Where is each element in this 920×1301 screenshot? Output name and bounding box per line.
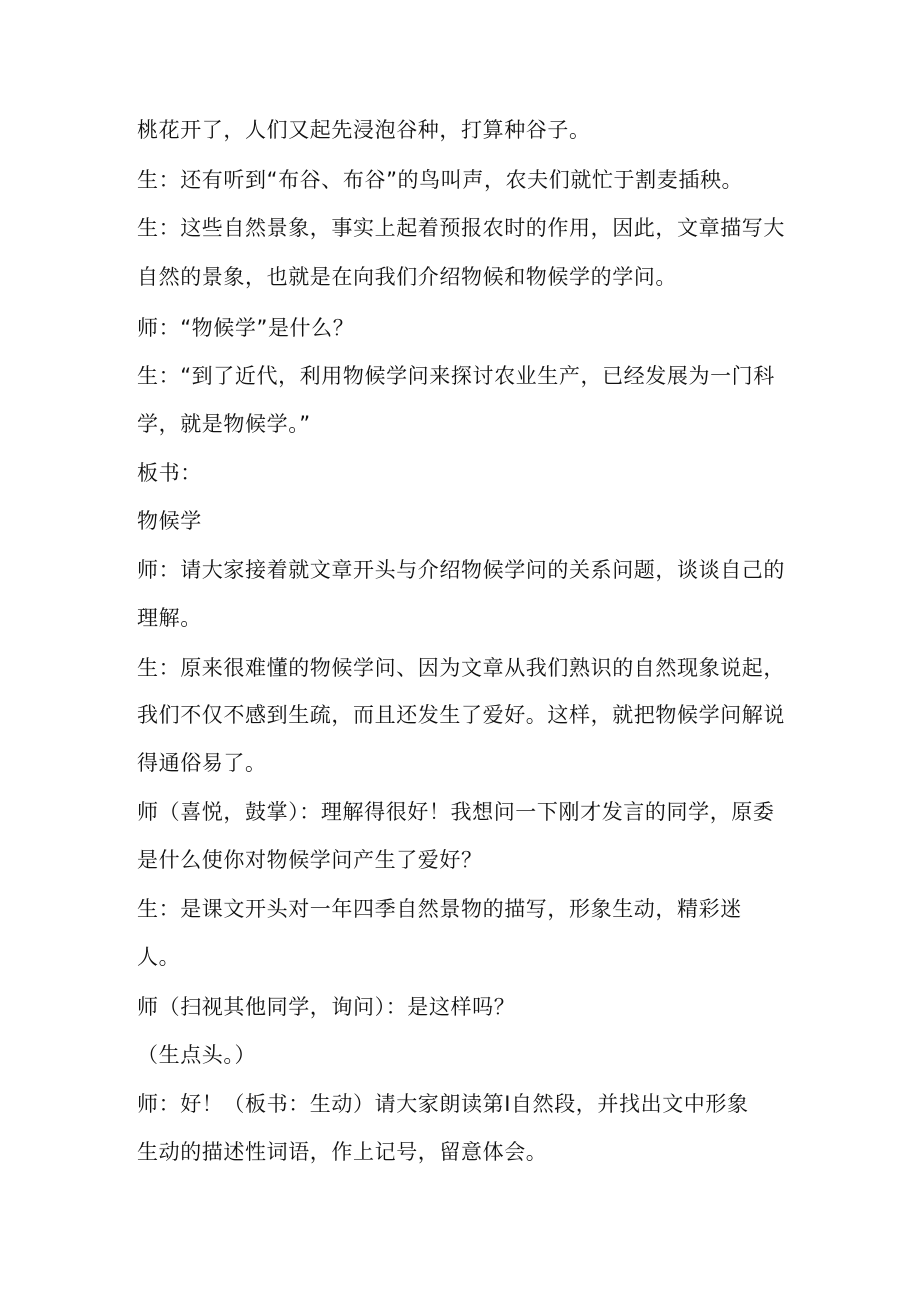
text-line: 理解。	[137, 606, 202, 630]
text-line: 是什么使你对物候学问产生了爱好？	[137, 848, 483, 872]
text-line: 师：“物候学”是什么？	[137, 316, 355, 340]
text-line: 师（喜悦，鼓掌）：理解得很好！我想问一下刚才发言的同学，原委	[137, 800, 775, 824]
text-line: 生：“到了近代，利用物候学问来探讨农业生产，已经发展为一门科	[137, 364, 775, 388]
text-line: 板书：	[137, 461, 202, 485]
text-line: 学，就是物候学。”	[137, 412, 311, 436]
text-line: 师（扫视其他同学，询问）：是这样吗？	[137, 995, 516, 1019]
text-line: 生：原来很难懂的物候学问、因为文章从我们熟识的自然现象说起，	[137, 656, 785, 680]
text-line: 生：这些自然景象，事实上起着预报农时的作用，因此，文章描写大	[137, 216, 785, 240]
text-line: （生点头。）	[137, 1043, 257, 1067]
text-line: 自然的景象，也就是在向我们介绍物候和物候学的学问。	[137, 265, 677, 289]
text-line: 得通俗易了。	[137, 751, 267, 775]
text-line: 师：好！（板书：生动）请大家朗读第Ⅰ自然段，并找出文中形象	[137, 1092, 749, 1116]
text-line: 生：是课文开头对一年四季自然景物的描写，形象生动，精彩迷	[137, 897, 742, 921]
text-line: 生动的描述性词语，作上记号，留意体会。	[137, 1140, 548, 1164]
text-line: 桃花开了，人们又起先浸泡谷种，打算种谷子。	[137, 118, 591, 142]
text-line: 生：还有听到“布谷、布谷”的鸟叫声，农夫们就忙于割麦插秧。	[137, 168, 744, 192]
text-line: 师：请大家接着就文章开头与介绍物候学问的关系问题，谈谈自己的	[137, 558, 785, 582]
text-line: 人。	[137, 945, 181, 969]
text-line: 我们不仅不感到生疏，而且还发生了爱好。这样，就把物候学问解说	[137, 703, 785, 727]
text-line: 物候学	[137, 509, 202, 533]
